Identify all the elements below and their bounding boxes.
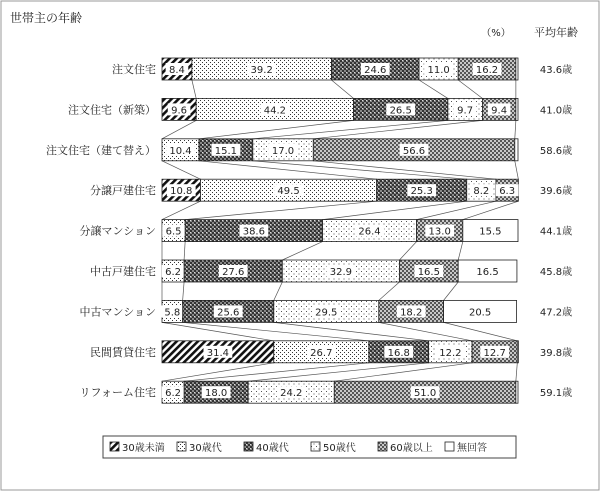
bar-segment <box>516 58 518 80</box>
connector-line <box>185 201 377 219</box>
legend-swatch <box>177 442 186 451</box>
value-label: 18.0 <box>204 388 228 400</box>
connector-line <box>192 80 196 98</box>
unit-label: （%） <box>481 28 511 39</box>
value-label: 49.5 <box>277 186 300 198</box>
legend-label: 60歳以上 <box>390 443 433 454</box>
category-label: 中古マンション <box>79 305 156 319</box>
bars-group <box>161 58 518 403</box>
connector-line <box>313 120 482 138</box>
value-label: 11.0 <box>427 65 450 76</box>
connector-line <box>516 363 517 381</box>
connector-line <box>162 322 274 340</box>
chart-title: 世帯主の年齢 <box>10 11 83 25</box>
value-label: 26.7 <box>310 347 333 359</box>
average-age-value: 47.2歳 <box>539 307 573 319</box>
average-age-value: 59.1歳 <box>539 388 573 400</box>
connector-line <box>323 201 467 219</box>
legend-label: 無回答 <box>457 443 487 454</box>
value-label: 16.8 <box>387 347 410 359</box>
category-label: 民間賃貸住宅 <box>90 345 156 359</box>
average-age-value: 58.6歳 <box>539 145 573 157</box>
bar-segment <box>516 381 518 403</box>
average-age-value: 41.0歳 <box>539 105 573 117</box>
connector-line <box>419 80 448 98</box>
legend-label: 30歳代 <box>189 443 222 454</box>
average-age-labels <box>540 63 572 399</box>
connector-line <box>313 161 496 179</box>
legend-swatch <box>311 442 320 451</box>
category-label: 分譲マンション <box>79 224 156 238</box>
value-label: 16.2 <box>475 65 499 76</box>
connector-line <box>183 282 184 300</box>
connector-line <box>282 242 322 260</box>
value-label: 25.6 <box>217 307 240 319</box>
value-label: 9.7 <box>457 105 474 117</box>
value-label: 9.4 <box>491 105 508 117</box>
value-label: 20.5 <box>468 307 492 319</box>
category-label: 注文住宅（新築） <box>68 103 156 117</box>
average-age-value: 39.6歳 <box>539 186 573 198</box>
connector-line <box>331 80 353 98</box>
category-label: リフォーム住宅 <box>79 386 156 400</box>
category-label: 中古戸建住宅 <box>90 265 156 278</box>
average-age-value: 43.6歳 <box>539 65 573 76</box>
value-label: 15.1 <box>214 145 238 157</box>
value-label: 39.2 <box>250 65 273 76</box>
value-label: 6.2 <box>165 267 181 278</box>
value-label: 32.9 <box>329 267 353 278</box>
value-label: 12.2 <box>439 347 462 359</box>
value-label: 44.2 <box>263 105 286 117</box>
value-label: 24.2 <box>280 388 303 400</box>
average-age-header: 平均年齢 <box>534 26 578 39</box>
connector-line <box>184 242 185 260</box>
value-label: 6.2 <box>165 388 181 400</box>
value-label: 26.5 <box>389 105 412 117</box>
legend-label: 30歳未満 <box>122 443 165 454</box>
connector-line <box>253 120 448 138</box>
value-label: 16.5 <box>417 267 440 278</box>
category-label: 注文住宅 <box>112 63 156 76</box>
value-label: 18.2 <box>400 307 423 319</box>
average-age-value: 45.8歳 <box>539 267 573 278</box>
value-label: 38.6 <box>242 226 265 238</box>
category-label: 注文住宅（建て替え） <box>46 143 156 157</box>
connector-line <box>183 322 369 340</box>
value-label: 9.6 <box>171 105 188 117</box>
category-labels <box>46 63 156 399</box>
connector-line <box>444 322 518 340</box>
value-label: 6.5 <box>165 226 182 238</box>
connector-line <box>399 242 416 260</box>
legend-label: 50歳代 <box>323 443 356 454</box>
value-label: 31.4 <box>206 347 230 359</box>
connector-line <box>458 80 482 98</box>
connector-line <box>379 322 472 340</box>
connector-line <box>463 201 519 219</box>
connector-line <box>162 161 200 179</box>
value-label: 10.4 <box>169 145 192 157</box>
legend-swatch <box>244 442 253 451</box>
value-label: 12.7 <box>483 347 506 359</box>
connector-line <box>458 242 463 260</box>
value-label: 17.0 <box>271 145 295 157</box>
value-label: 25.3 <box>410 186 433 198</box>
average-age-value: 39.8歳 <box>539 347 573 359</box>
bar-segment <box>517 341 518 363</box>
bar-segment <box>515 139 518 161</box>
legend-swatch <box>378 442 387 451</box>
value-label: 5.8 <box>164 307 181 319</box>
connector-line <box>444 282 459 300</box>
value-label: 24.6 <box>364 65 387 76</box>
connector-line <box>515 120 516 138</box>
connector-line <box>417 201 496 219</box>
value-label: 51.0 <box>413 388 437 400</box>
value-label: 16.5 <box>476 267 499 278</box>
value-label: 29.5 <box>315 307 338 319</box>
connector-line <box>379 282 400 300</box>
value-label: 6.3 <box>499 186 516 198</box>
value-label: 26.4 <box>358 226 381 238</box>
value-label: 15.5 <box>479 226 502 238</box>
connector-line <box>274 282 283 300</box>
connector-line <box>162 363 274 381</box>
value-label: 8.2 <box>473 186 490 198</box>
value-label: 56.6 <box>402 145 426 157</box>
average-age-value: 44.1歳 <box>539 226 573 238</box>
value-label: 27.6 <box>222 267 245 278</box>
category-label: 分譲戸建住宅 <box>90 184 156 198</box>
value-label: 10.8 <box>170 186 193 198</box>
connector-line <box>515 161 519 179</box>
legend-label: 40歳代 <box>256 443 289 454</box>
connector-line <box>274 322 429 340</box>
connector-line <box>162 120 196 138</box>
value-label: 13.0 <box>428 226 451 238</box>
legend-swatch <box>445 442 454 451</box>
connector-line <box>199 120 354 138</box>
legend-swatch <box>110 442 119 451</box>
bar-segment <box>516 98 518 120</box>
connector-line <box>162 201 200 219</box>
value-label: 8.4 <box>168 65 185 76</box>
